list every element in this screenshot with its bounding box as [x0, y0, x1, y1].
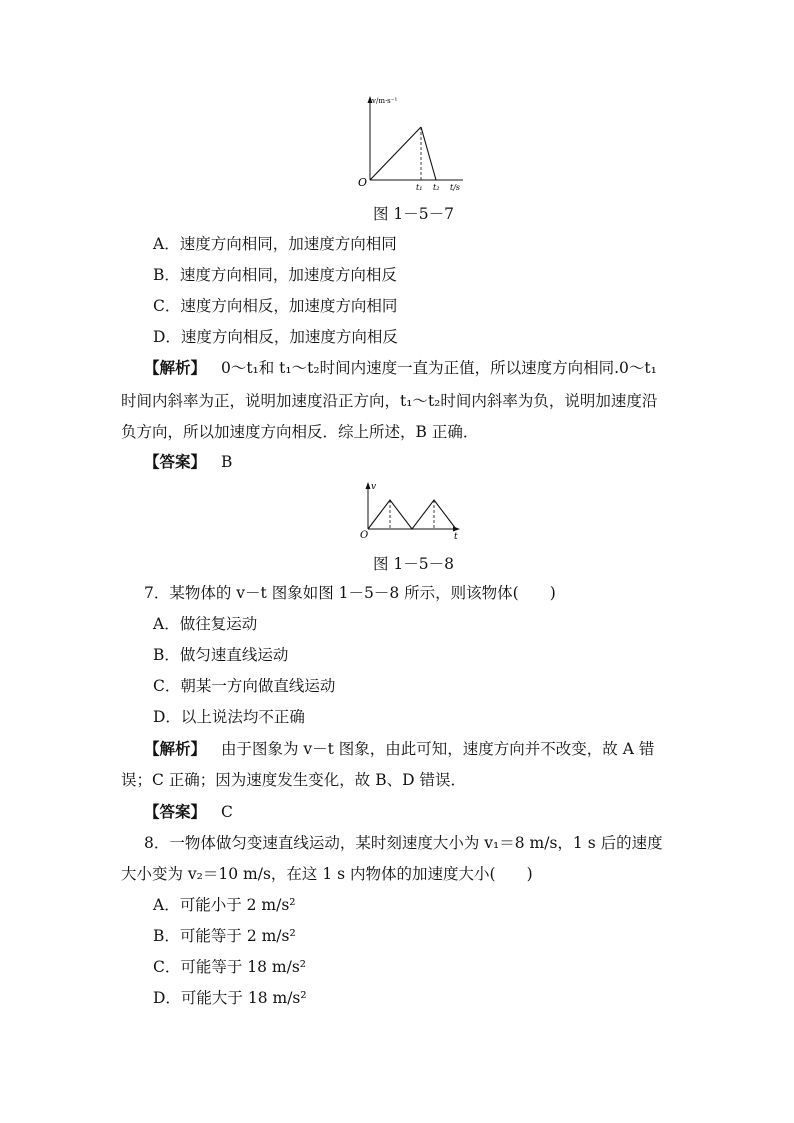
q6-analysis-line3: 负方向，所以加速度方向相反．综上所述，B 正确． — [121, 423, 479, 441]
q7-answer-value: C — [220, 803, 233, 821]
q6-answer-tag: 【答案】 — [144, 453, 207, 471]
q8-option-d: D．可能大于 18 m/s² — [153, 989, 307, 1007]
q6-analysis-line1 — [144, 358, 657, 378]
fig1-ylabel: v/m·s⁻¹ — [372, 97, 398, 105]
fig2-origin: O — [360, 530, 369, 541]
q7-stem: 7．某物体的 v－t 图象如图 1－5－8 所示，则该物体( ) — [144, 584, 556, 602]
fig1-origin: O — [358, 176, 368, 189]
fig1-t2: t₂ — [433, 183, 440, 192]
q6-analysis-tag: 【解析】 — [144, 359, 207, 377]
fig2-xlabel: t — [454, 532, 458, 542]
q6-answer — [144, 452, 232, 472]
q7-answer-tag: 【答案】 — [144, 803, 207, 821]
q7-analysis-line1 — [144, 739, 654, 759]
fig2-ylabel: v — [371, 482, 377, 492]
q8-option-b: B．可能等于 2 m/s² — [153, 927, 296, 945]
figure-1-5-8 — [358, 480, 464, 542]
q8-stem-line1: 8．一物体做匀变速直线运动，某时刻速度大小为 v₁＝8 m/s，1 s 后的速度 — [144, 834, 663, 852]
q6-option-a: A．速度方向相同，加速度方向相同 — [153, 235, 397, 253]
q7-analysis-line2: 误；C 正确；因为速度发生变化，故 B、D 错误． — [121, 771, 466, 789]
q6-analysis-text1: 0～t₁和 t₁～t₂时间内速度一直为正值，所以速度方向相同.0～t₁ — [220, 359, 657, 377]
q8-option-c: C．可能等于 18 m/s² — [153, 958, 307, 976]
fig1-t1: t₁ — [416, 183, 423, 192]
q7-option-d: D．以上说法均不正确 — [153, 708, 305, 726]
figure-1-5-8-caption: 图 1－5－8 — [373, 555, 455, 573]
q8-stem-line2: 大小变为 v₂＝10 m/s，在这 1 s 内物体的加速度大小( ) — [121, 865, 533, 883]
q7-option-a: A．做往复运动 — [153, 615, 258, 633]
q6-answer-value: B — [220, 453, 233, 471]
q8-option-a: A．可能小于 2 m/s² — [153, 896, 296, 914]
fig1-xlabel: t/s — [450, 183, 461, 192]
q7-answer — [144, 802, 233, 822]
q7-analysis-text1: 由于图象为 v－t 图象，由此可知，速度方向并不改变，故 A 错 — [220, 740, 655, 758]
q6-option-b: B．速度方向相同，加速度方向相反 — [153, 266, 397, 284]
q6-analysis-line2: 时间内斜率为正，说明加速度沿正方向，t₁～t₂时间内斜率为负，说明加速度沿 — [121, 392, 658, 410]
figure-1-5-7-caption: 图 1－5－7 — [373, 205, 455, 223]
q7-option-b: B．做匀速直线运动 — [153, 646, 289, 664]
q7-option-c: C．朝某一方向做直线运动 — [153, 677, 336, 695]
q6-option-d: D．速度方向相反，加速度方向相反 — [153, 328, 398, 346]
figure-1-5-7 — [355, 92, 485, 194]
q7-analysis-tag: 【解析】 — [144, 740, 207, 758]
q6-option-c: C．速度方向相反，加速度方向相同 — [153, 297, 398, 315]
